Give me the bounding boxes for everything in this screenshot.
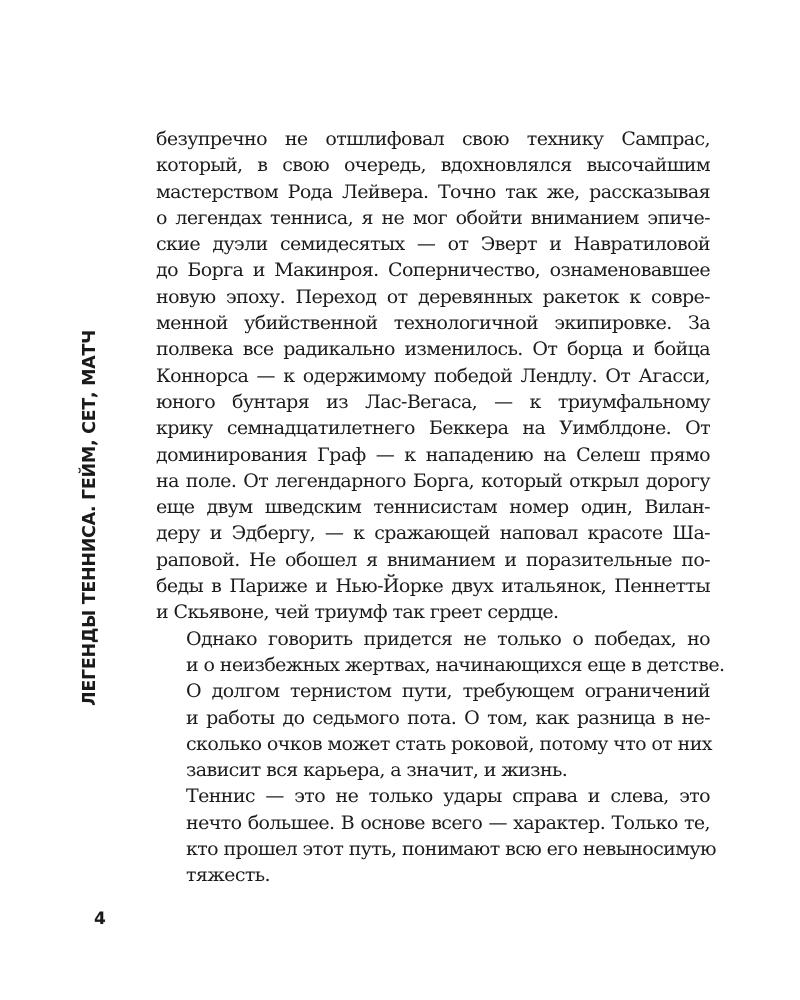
- paragraph-3: [156, 783, 716, 888]
- text-line: Коннорса — к одержимому победой Лендлу. От Агасси,: [156, 364, 710, 387]
- text-line: который, в свою очередь, вдохновлялся высочайшим: [156, 154, 710, 177]
- text-line: и о неизбежных жертвах, начинающихся еще в детстве.: [186, 653, 725, 676]
- text-line: на поле. От легендарного Борга, который открыл дорогу: [156, 469, 710, 492]
- text-line: зависит вся карьера, а значит, и жизнь.: [186, 759, 568, 782]
- text-line: и работы до седьмого пота. О том, как разница в не-: [186, 706, 710, 729]
- text-line: деру и Эдбергу, — к сражающей наповал красоте Ша-: [156, 522, 710, 545]
- text-line: доминирования Граф — к нападению на Селеш прямо: [156, 443, 710, 466]
- text-line: юного бунтаря из Лас-Вегаса, — к триумфальному: [156, 390, 710, 413]
- text-line: до Борга и Макинроя. Соперничество, ознаменовавшее: [156, 259, 710, 282]
- text-line: еще двум шведским теннисистам номер один, Вилан-: [156, 496, 710, 519]
- text-line: нечто большее. В основе всего — характер. Только те,: [186, 811, 710, 834]
- text-line: мастерством Рода Лейвера. Точно так же, рассказывая: [156, 180, 710, 203]
- text-line: О долгом тернистом пути, требующем ограничений: [186, 680, 710, 703]
- text-line: менной убийственной технологичной экипировке. За: [156, 312, 710, 335]
- body-text: [156, 126, 725, 889]
- page-number: 4: [94, 909, 106, 929]
- paragraph-2: [156, 626, 725, 784]
- text-line: раповой. Не обошел я вниманием и поразительные по-: [156, 548, 710, 571]
- text-line: кто прошел этот путь, понимают всю его невыносимую: [186, 838, 716, 861]
- text-line: полвека все радикально изменилось. От борца и бойца: [156, 338, 710, 361]
- text-line: тяжесть.: [186, 864, 270, 887]
- text-line: Однако говорить придется не только о победах, но: [186, 627, 710, 650]
- text-line: и Скьявоне, чей триумф так греет сердце.: [156, 601, 559, 624]
- text-line: новую эпоху. Переход от деревянных ракеток к совре-: [156, 285, 710, 308]
- text-line: сколько очков может стать роковой, потому что от них: [186, 732, 712, 755]
- text-line: беды в Париже и Нью-Йорке двух итальянок, Пеннетты: [156, 575, 710, 598]
- running-head: ЛЕГЕНДЫ ТЕННИСА. ГЕЙМ, СЕТ, МАТЧ: [80, 330, 100, 706]
- paragraph-1: [156, 126, 710, 626]
- text-line: безупречно не отшлифовал свою технику Сампрас,: [156, 128, 710, 150]
- text-line: о легендах тенниса, я не мог обойти вниманием эпиче-: [156, 206, 710, 229]
- text-line: ские дуэли семидесятых — от Эверт и Навратиловой: [156, 233, 710, 256]
- text-line: крику семнадцатилетнего Беккера на Уимблдоне. От: [156, 417, 710, 440]
- text-line: Теннис — это не только удары справа и слева, это: [186, 785, 710, 808]
